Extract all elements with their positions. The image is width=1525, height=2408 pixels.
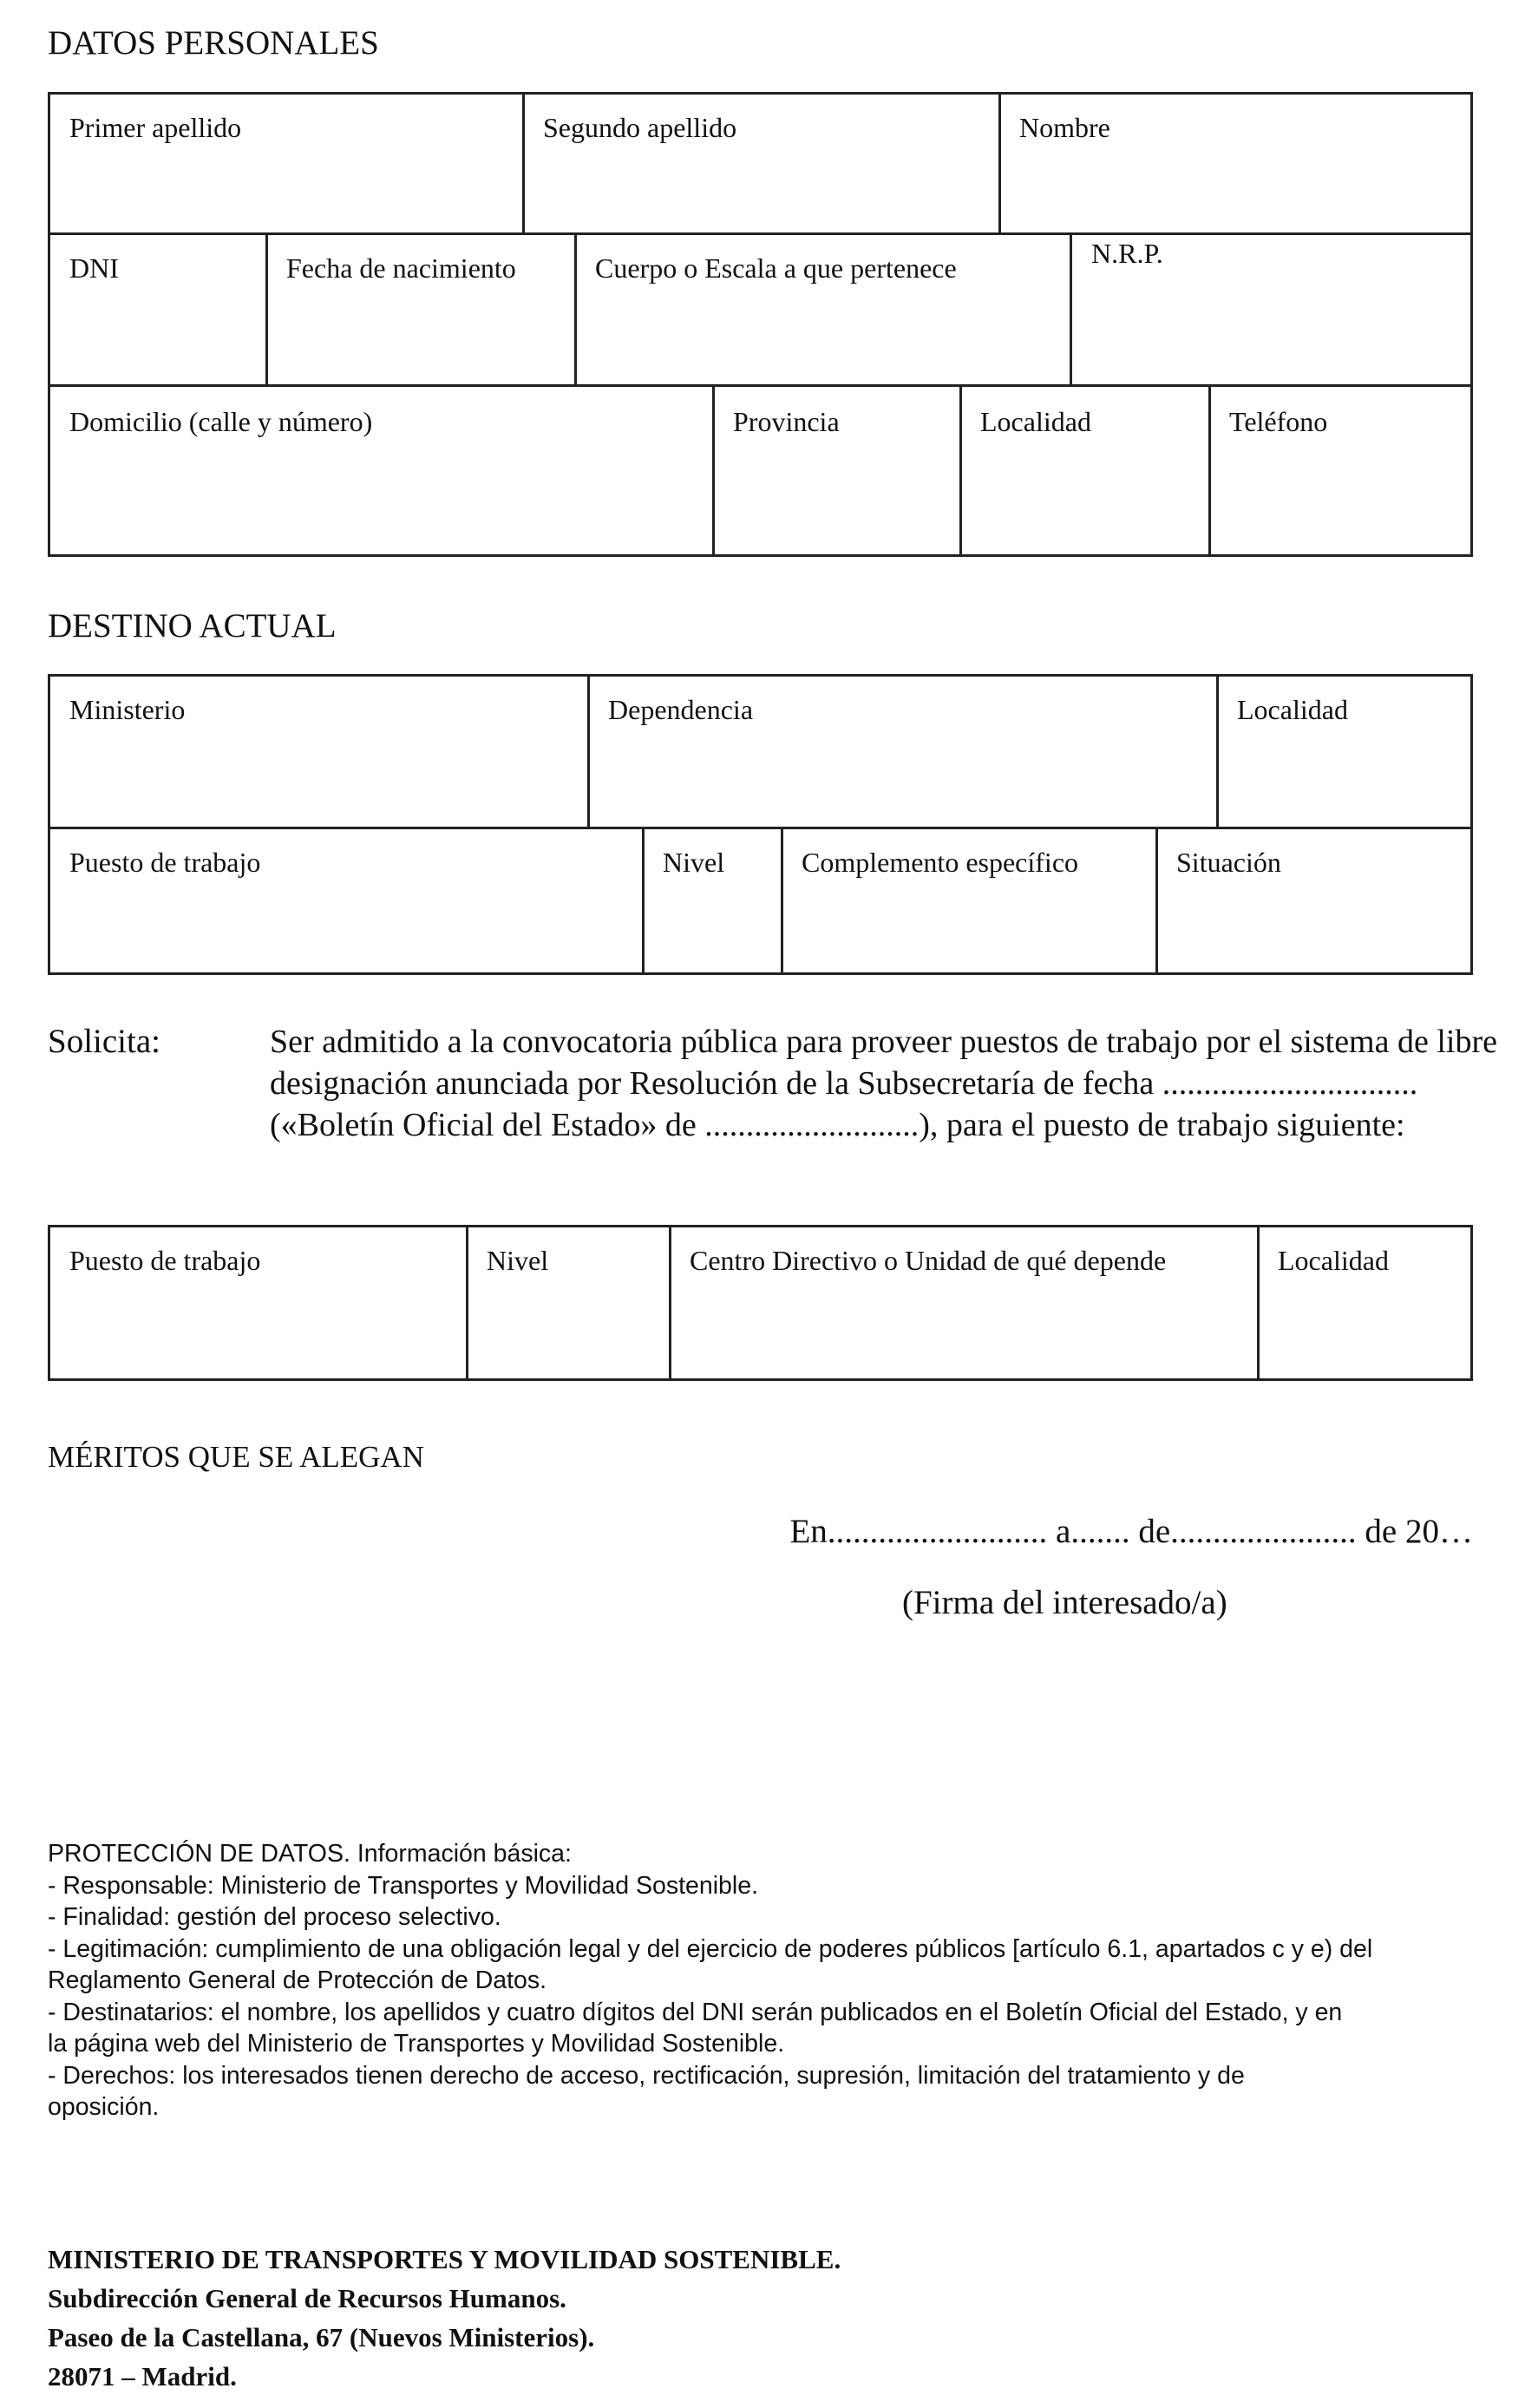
solicita-label: Solicita:	[48, 1023, 160, 1060]
localidad-personal-field[interactable]	[962, 387, 1208, 554]
complemento-especifico-label: Complemento específico	[802, 847, 1079, 878]
puesto-actual-field[interactable]	[50, 829, 642, 972]
domicilio-label: Domicilio (calle y número)	[69, 406, 373, 437]
nivel-solicitado-label: Nivel	[487, 1245, 549, 1276]
solicita-line-3: («Boletín Oficial del Estado» de ..........................), para el puesto de trabajo siguiente:	[270, 1107, 1405, 1143]
provincia-field[interactable]	[715, 387, 959, 554]
primer-apellido-label: Primer apellido	[69, 112, 242, 143]
fecha-nacimiento-label: Fecha de nacimiento	[286, 252, 516, 284]
lugar-fecha-line[interactable]: En.......................... a....... de...................... de 20…	[789, 1513, 1473, 1550]
ministerio-label: Ministerio	[69, 694, 186, 725]
cuerpo-escala-label: Cuerpo o Escala a que pertenece	[595, 252, 957, 284]
proteccion-legitimacion-cont: Reglamento General de Protección de Datos.	[48, 1966, 547, 1994]
nivel-solicitado-field[interactable]	[468, 1227, 669, 1378]
dni-field[interactable]	[50, 235, 265, 384]
proteccion-legitimacion: - Legitimación: cumplimiento de una obligación legal y del ejercicio de poderes públicos [artículo 6.1, apartados c y e) del	[48, 1934, 1373, 1963]
localidad-solicitada-label: Localidad	[1278, 1245, 1389, 1276]
proteccion-responsable: - Responsable: Ministerio de Transportes y Movilidad Sostenible.	[48, 1871, 758, 1900]
dependencia-field[interactable]	[590, 677, 1216, 827]
fecha-nacimiento-field[interactable]	[268, 235, 574, 384]
segundo-apellido-field[interactable]	[525, 95, 998, 232]
proteccion-finalidad: - Finalidad: gestión del proceso selectivo.	[48, 1903, 501, 1931]
proteccion-datos-block	[48, 1838, 1372, 2123]
footer-address	[48, 2240, 841, 2396]
complemento-especifico-field[interactable]	[783, 829, 1155, 972]
primer-apellido-field[interactable]	[50, 95, 522, 232]
nombre-field[interactable]	[1001, 95, 1470, 232]
dependencia-label: Dependencia	[608, 694, 754, 725]
domicilio-field[interactable]	[50, 387, 712, 554]
localidad-destino-field[interactable]	[1219, 677, 1470, 827]
situacion-field[interactable]	[1158, 829, 1470, 972]
nrp-label: N.R.P.	[1091, 238, 1163, 269]
centro-directivo-label: Centro Directivo o Unidad de qué depende	[690, 1245, 1167, 1276]
solicita-text	[270, 1021, 1497, 1146]
nivel-actual-label: Nivel	[663, 847, 725, 878]
puesto-actual-label: Puesto de trabajo	[69, 847, 261, 878]
localidad-destino-label: Localidad	[1237, 694, 1348, 725]
centro-directivo-field[interactable]	[671, 1227, 1257, 1378]
section-heading-destino-actual: DESTINO ACTUAL	[48, 607, 337, 645]
ministerio-field[interactable]	[50, 677, 587, 827]
proteccion-destinatarios: - Destinatarios: el nombre, los apellidos y cuatro dígitos del DNI serán publicados en el Boletín Oficial del Estado, y en	[48, 1998, 1343, 2026]
proteccion-derechos: - Derechos: los interesados tienen derecho de acceso, rectificación, supresión, limitación del tratamiento y de	[48, 2061, 1245, 2090]
proteccion-destinatarios-cont: la página web del Ministerio de Transportes y Movilidad Sostenible.	[48, 2030, 785, 2058]
puesto-solicitado-label: Puesto de trabajo	[69, 1245, 261, 1276]
solicita-line-2: designación anunciada por Resolución de la Subsecretaría de fecha ...............................	[270, 1065, 1418, 1102]
situacion-label: Situación	[1176, 847, 1281, 878]
proteccion-title: PROTECCIÓN DE DATOS. Información básica:	[48, 1840, 572, 1868]
solicita-line-1: Ser admitido a la convocatoria pública para proveer puestos de trabajo por el sistema de libre	[270, 1024, 1497, 1060]
nrp-field[interactable]	[1072, 235, 1470, 384]
nivel-actual-field[interactable]	[645, 829, 781, 972]
footer-subdireccion: Subdirección General de Recursos Humanos.	[48, 2283, 566, 2313]
telefono-label: Teléfono	[1229, 406, 1328, 437]
segundo-apellido-label: Segundo apellido	[543, 112, 737, 143]
section-heading-meritos: MÉRITOS QUE SE ALEGAN	[48, 1440, 424, 1474]
dni-label: DNI	[69, 252, 119, 284]
provincia-label: Provincia	[733, 406, 840, 437]
puesto-solicitado-field[interactable]	[50, 1227, 466, 1378]
section-heading-datos-personales: DATOS PERSONALES	[48, 24, 379, 62]
firma-interesado: (Firma del interesado/a)	[902, 1584, 1227, 1621]
localidad-personal-label: Localidad	[980, 406, 1091, 437]
cuerpo-escala-field[interactable]	[577, 235, 1070, 384]
proteccion-derechos-cont: oposición.	[48, 2093, 160, 2121]
telefono-field[interactable]	[1211, 387, 1470, 554]
footer-direccion: Paseo de la Castellana, 67 (Nuevos Ministerios).	[48, 2322, 595, 2352]
localidad-solicitada-field[interactable]	[1260, 1227, 1470, 1378]
nombre-label: Nombre	[1019, 112, 1110, 143]
footer-ministerio: MINISTERIO DE TRANSPORTES Y MOVILIDAD SOSTENIBLE.	[48, 2244, 841, 2274]
footer-codigo-postal: 28071 – Madrid.	[48, 2361, 237, 2392]
